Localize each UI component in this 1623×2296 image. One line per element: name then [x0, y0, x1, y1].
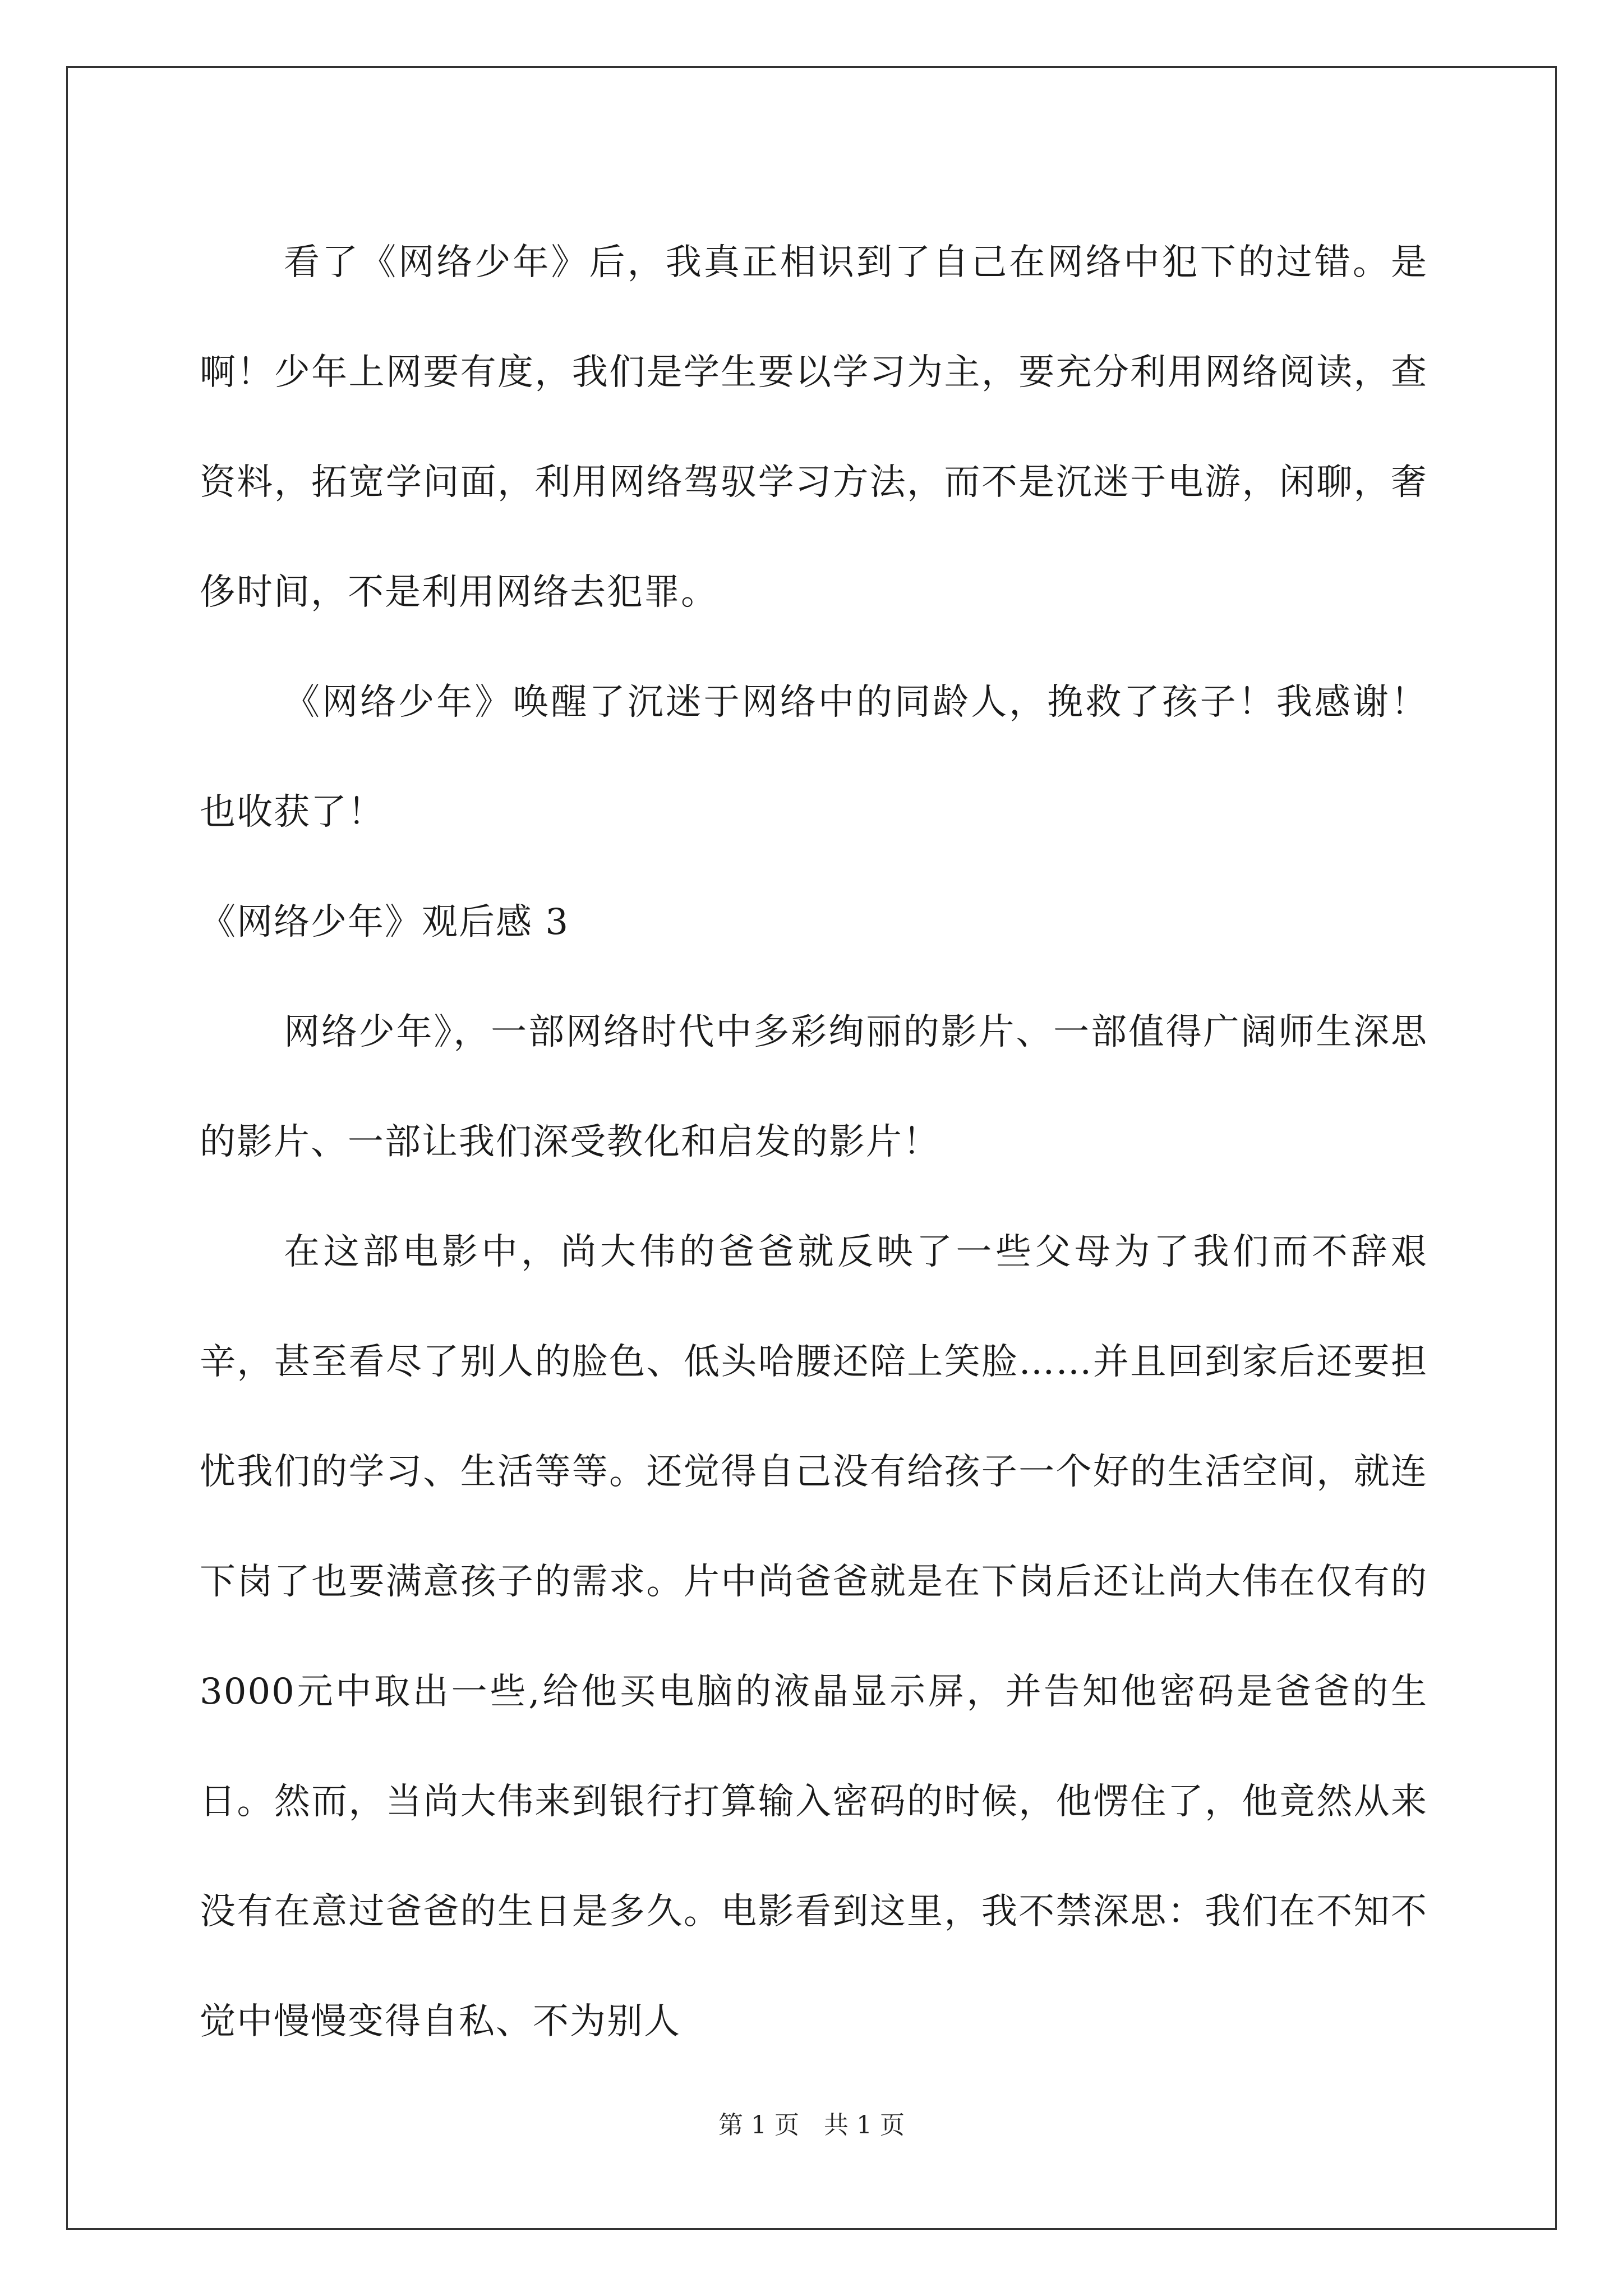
- paragraph-1: 看了《网络少年》后，我真正相识到了自己在网络中犯下的过错。是啊！少年上网要有度，我们是学生要以学习为主，要充分利用网络阅读，查资料，拓宽学问面，利用网络驾驭学习方法，而不是沉迷于电游，闲聊，奢侈时间，不是利用网络去犯罪。: [200, 242, 1428, 613]
- document-body: [200, 208, 1428, 2077]
- paragraph-2: 《网络少年》唤醒了沉迷于网络中的同龄人，挽救了孩子！我感谢！也收获了！: [200, 682, 1428, 833]
- section-paragraph-2: 在这部电影中，尚大伟的爸爸就反映了一些父母为了我们而不辞艰辛，甚至看尽了别人的脸色、低头哈腰还陪上笑脸……并且回到家后还要担忧我们的学习、生活等等。还觉得自己没有给孩子一个好的生活空间，就连下岗了也要满意孩子的需求。片中尚爸爸就是在下岗后还让尚大伟在仅有的3000元中取出一些,给他买电脑的液晶显示屏，并告知他密码是爸爸的生日。然而，当尚大伟来到银行打算输入密码的时候，他愣住了，他竟然从来没有在意过爸爸的生日是多久。电影看到这里，我不禁深思：我们在不知不觉中慢慢变得自私、不为别人: [200, 1231, 1428, 2042]
- section-title: 《网络少年》观后感 3: [200, 901, 570, 943]
- page-footer: 第 1 页 共 1 页: [718, 2111, 905, 2139]
- section-paragraph-1: 网络少年》，一部网络时代中多彩绚丽的影片、一部值得广阔师生深思的影片、一部让我们深受教化和启发的影片！: [200, 1011, 1428, 1163]
